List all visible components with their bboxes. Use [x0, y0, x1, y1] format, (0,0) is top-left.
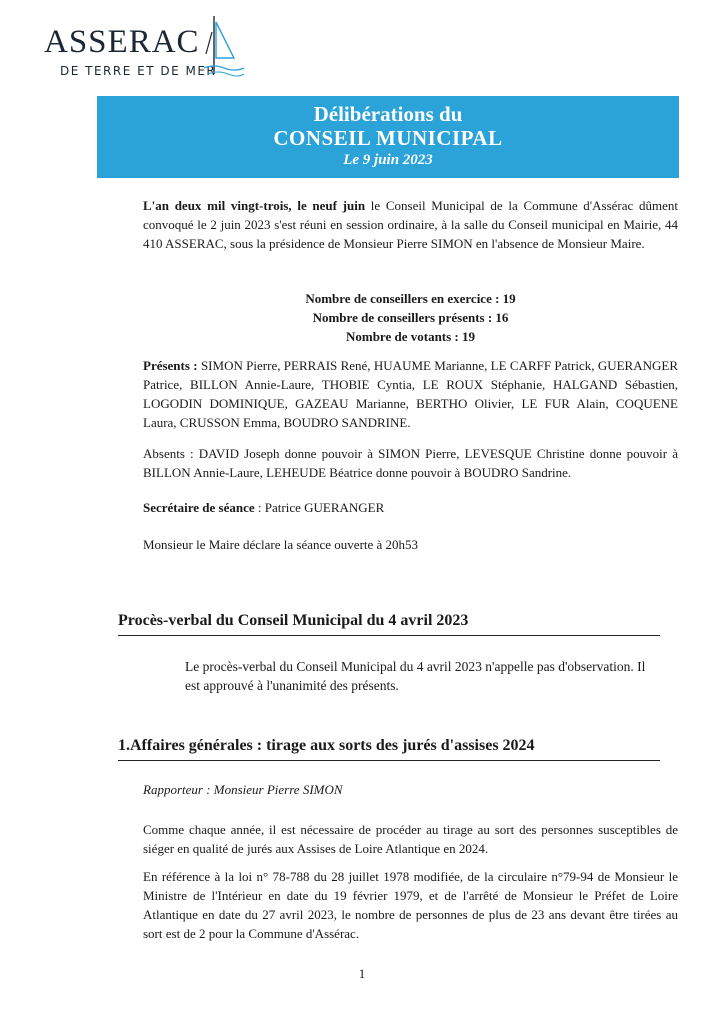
count-exercice: Nombre de conseillers en exercice : 19 — [305, 291, 516, 306]
presents-label: Présents : — [143, 358, 198, 373]
banner-subtitle: CONSEIL MUNICIPAL — [273, 126, 503, 150]
title-banner — [97, 96, 679, 178]
secretaire-name: : Patrice GUERANGER — [254, 500, 385, 515]
count-votants: Nombre de votants : 19 — [345, 329, 476, 344]
counts-block — [143, 289, 678, 346]
secretaire-label: Secrétaire de séance — [143, 500, 255, 515]
presents-paragraph — [143, 356, 678, 432]
intro-text: le Conseil Municipal de la Commune d'Assérac dûment convoqué le 2 juin 2023 s'est réuni en session ordinaire, à la salle du Conseil municipal en Mairie, 44 410 ASSERAC, sous la présidence de Monsieur Pierre SIMON en l'absence de Monsieur Maire. — [143, 198, 678, 251]
logo-wordmark: ASSERAC — [44, 24, 200, 60]
absents-paragraph: Absents : DAVID Joseph donne pouvoir à SIMON Pierre, LEVESQUE Christine donne pouvoir à BILLON Annie-Laure, LEHEUDE Béatrice donne pouvoir à BOUDRO Sandrine. — [143, 446, 678, 480]
count-presents: Nombre de conseillers présents : 16 — [312, 310, 509, 325]
presents-list: SIMON Pierre, PERRAIS René, HUAUME Marianne, LE CARFF Patrick, GUERANGER Patrice, BILLON Annie-Laure, THOBIE Cyntia, LE ROUX Stéphanie, HALGAND Sébastien, LOGODIN DOMINIQUE, GAZEAU Marianne, BERTHO Olivier, LE FUR Alain, COQUENE Laura, CRUSSON Emma, BOUDRO SANDRINE. — [143, 358, 679, 430]
intro-lead: L'an deux mil vingt-trois, le neuf juin — [143, 198, 366, 213]
section-1-para1: Comme chaque année, il est nécessaire de procéder au tirage au sort des personnes susceptibles de siéger en qualité de jurés aux Assises de Loire Atlantique en 2024. — [143, 822, 678, 856]
logo-tagline: DE TERRE ET DE MER — [60, 64, 217, 78]
banner-date: Le 9 juin 2023 — [343, 152, 433, 168]
page-number: 1 — [358, 966, 366, 981]
rapporteur-line: Rapporteur : Monsieur Pierre SIMON — [143, 782, 343, 797]
section-pv-title: Procès-verbal du Conseil Municipal du 4 avril 2023 — [118, 612, 660, 636]
secretaire-line — [143, 498, 678, 517]
banner-title: Délibérations du — [313, 102, 463, 126]
asserac-logo — [44, 14, 254, 84]
intro-paragraph — [143, 196, 678, 253]
section-1-para2: En référence à la loi n° 78-788 du 28 juillet 1978 modifiée, de la circulaire n°79-94 de Monsieur le Ministre de l'Intérieur en date du 19 février 1979, et de l'arrêté de Monsieur le Préfet de Loire Atlantique en date du 27 avril 2023, le nombre de personnes de plus de 23 ans devant être tirées au sort est de 2 pour la Commune d'Assérac. — [143, 869, 678, 941]
section-1-title: 1.Affaires générales : tirage aux sorts des jurés d'assises 2024 — [118, 737, 660, 761]
ouverture-line: Monsieur le Maire déclare la séance ouverte à 20h53 — [143, 537, 419, 552]
section-pv-text: Le procès-verbal du Conseil Municipal du 4 avril 2023 n'appelle pas d'observation. Il est approuvé à l'unanimité des présents. — [185, 659, 646, 693]
sailboat-icon — [204, 14, 244, 80]
